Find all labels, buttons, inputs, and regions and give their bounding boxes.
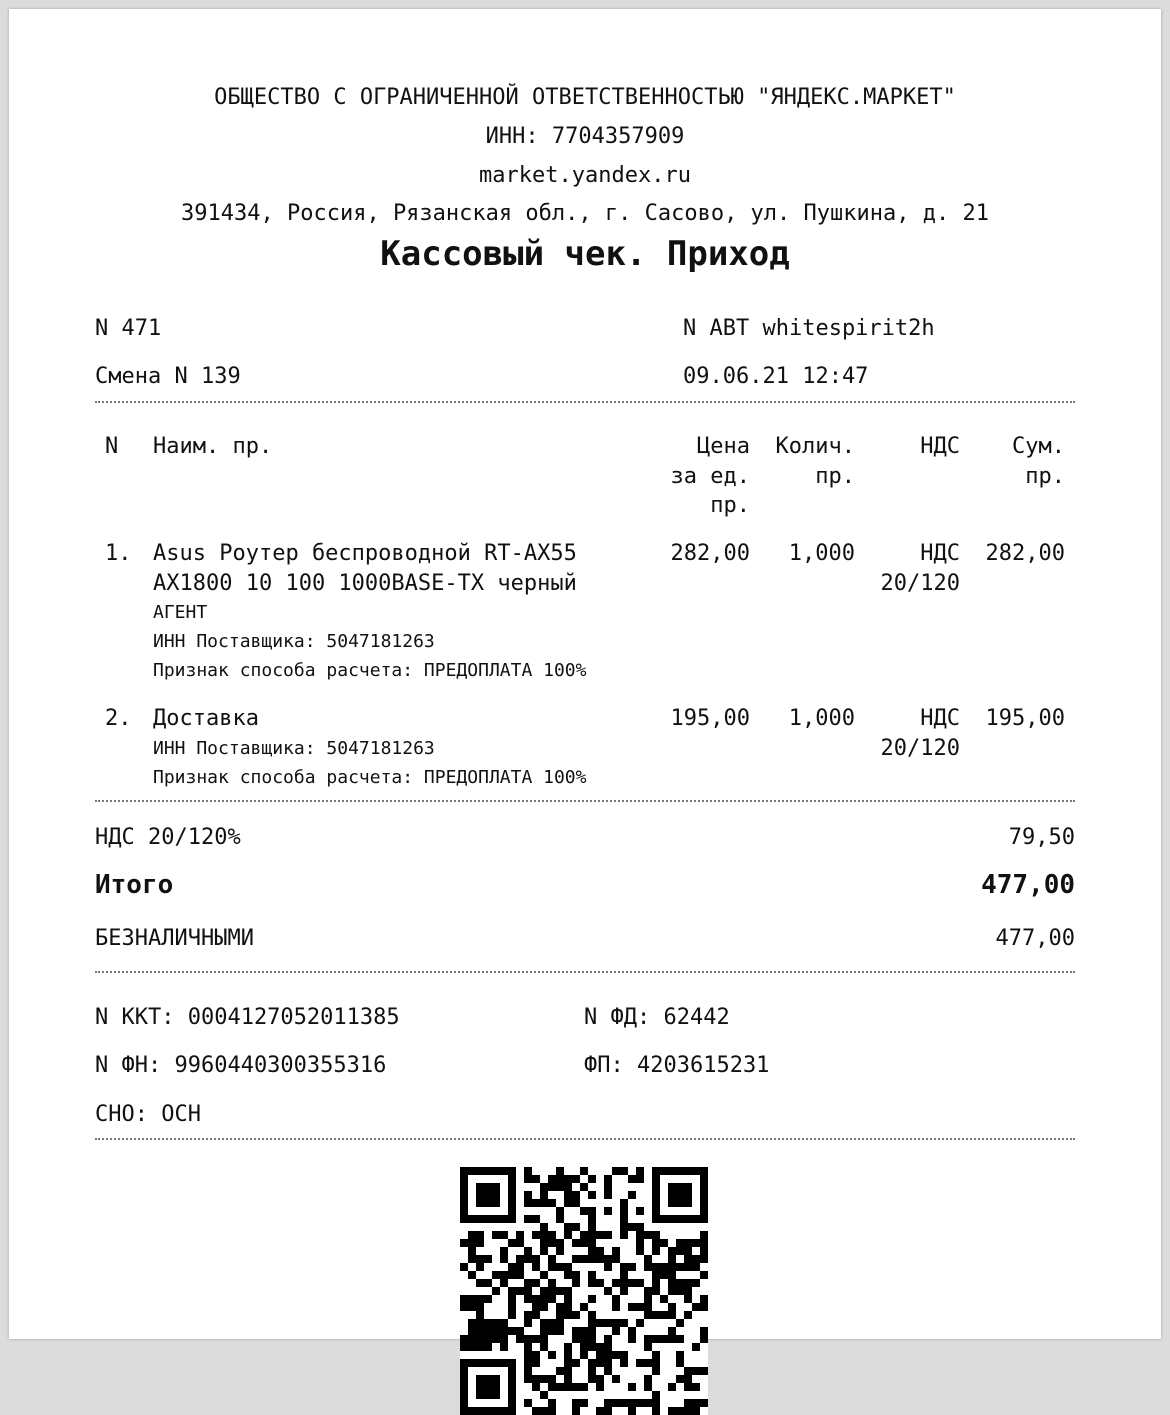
tax-system: СНО: ОСН [95, 1102, 201, 1127]
col-header-sum: Сум. пр. [1012, 434, 1065, 489]
row1-agent: АГЕНТ [153, 602, 208, 623]
kkt-number: N ККТ: 0004127052011385 [95, 1005, 400, 1030]
cashless-value: 477,00 [995, 926, 1075, 951]
fn-number: N ФН: 9960440300355316 [95, 1053, 387, 1078]
company-address: 391434, Россия, Рязанская обл., г. Сасово, ул. Пушкина, д. 21 [181, 201, 989, 226]
company-name: ОБЩЕСТВО С ОГРАНИЧЕННОЙ ОТВЕТСТВЕННОСТЬЮ "ЯНДЕКС.МАРКЕТ" [214, 85, 956, 110]
receipt-page [9, 9, 1161, 1339]
receipt-datetime: 09.06.21 12:47 [683, 364, 869, 389]
receipt-number: N 471 [95, 316, 162, 341]
col-header-vat: НДС [920, 434, 960, 459]
row2-price: 195,00 [670, 706, 750, 731]
row1-payment-method: Признак способа расчета: ПРЕДОПЛАТА 100% [153, 660, 587, 681]
auto-number: N АВТ whitespirit2h [683, 316, 935, 341]
vat-total-label: НДС 20/120% [95, 825, 241, 850]
divider [95, 971, 1075, 973]
col-header-qty: Колич. пр. [775, 434, 855, 489]
company-site: market.yandex.ru [479, 163, 691, 188]
company-inn: ИНН: 7704357909 [485, 124, 685, 149]
row2-name: Доставка [153, 706, 259, 731]
row2-qty: 1,000 [788, 706, 855, 731]
row1-vat: НДС 20/120 [880, 541, 960, 596]
row2-number: 2. [105, 706, 132, 731]
row2-vat: НДС 20/120 [880, 706, 960, 761]
row1-qty: 1,000 [788, 541, 855, 566]
divider [95, 800, 1075, 802]
col-header-name: Наим. пр. [153, 434, 273, 459]
col-header-n: N [105, 434, 119, 459]
row1-sum: 282,00 [985, 541, 1065, 566]
shift-number: Смена N 139 [95, 364, 241, 389]
vat-total-value: 79,50 [1008, 825, 1075, 850]
fp-number: ФП: 4203615231 [584, 1053, 770, 1078]
divider [95, 1138, 1075, 1140]
row1-number: 1. [105, 541, 132, 566]
divider [95, 401, 1075, 403]
col-header-price: Цена за ед. пр. [670, 434, 750, 518]
row2-supplier-inn: ИНН Поставщика: 5047181263 [153, 738, 435, 759]
grand-total-label: Итого [95, 870, 174, 900]
cashless-label: БЕЗНАЛИЧНЫМИ [95, 926, 254, 951]
row1-price: 282,00 [670, 541, 750, 566]
qr-code [460, 1167, 708, 1415]
grand-total-value: 477,00 [981, 870, 1075, 900]
row1-supplier-inn: ИНН Поставщика: 5047181263 [153, 631, 435, 652]
row1-name: Asus Роутер беспроводной RT-AX55 AX1800 10 100 1000BASE-TX черный [153, 541, 577, 596]
receipt-title: Кассовый чек. Приход [380, 234, 790, 274]
fd-number: N ФД: 62442 [584, 1005, 730, 1030]
row2-sum: 195,00 [985, 706, 1065, 731]
row2-payment-method: Признак способа расчета: ПРЕДОПЛАТА 100% [153, 767, 587, 788]
